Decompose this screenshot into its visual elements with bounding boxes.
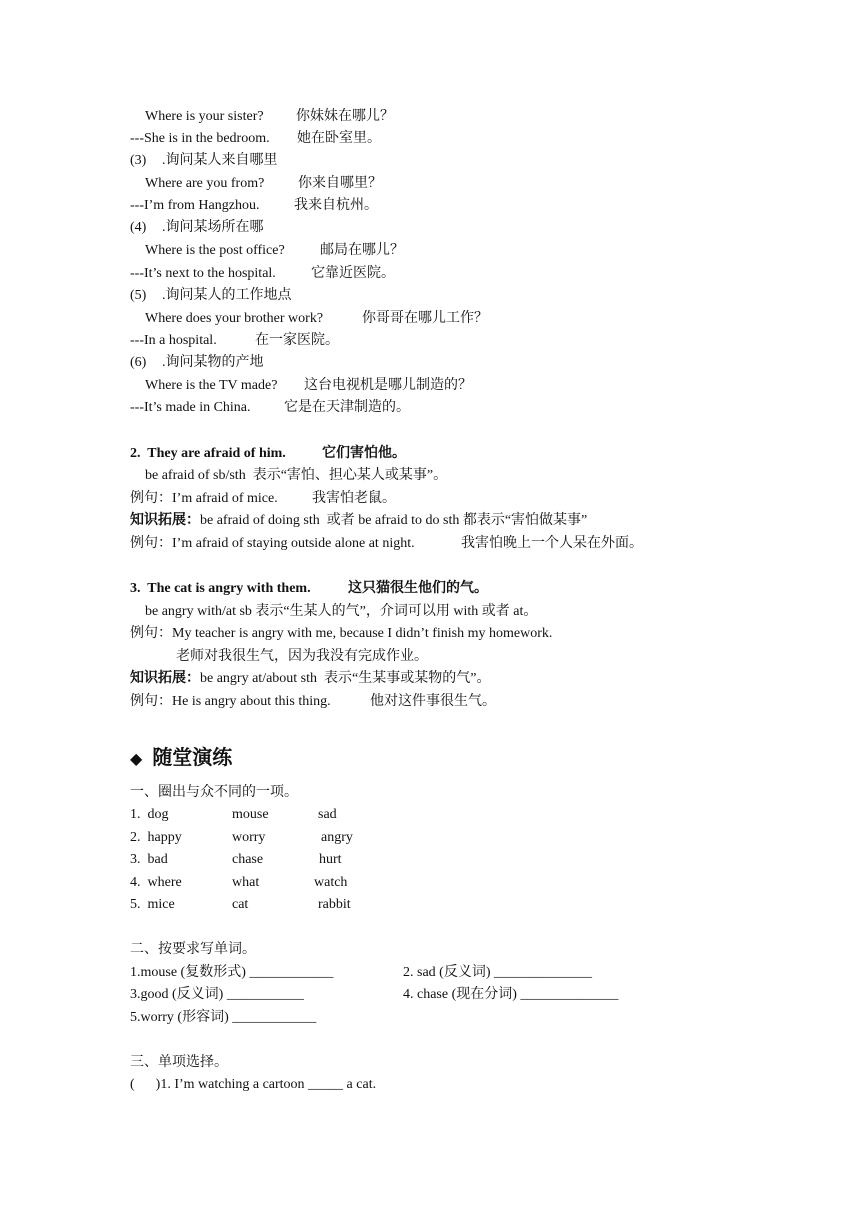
point3-title: 3. The cat is angry with them. 这只猫很生他们的气。 xyxy=(130,581,488,596)
qa-question: Where is your sister? 你妹妹在哪儿？ xyxy=(145,109,394,124)
list-item: ( )1. I’m watching a cartoon _____ a cat. xyxy=(130,1077,377,1092)
list-item: 1.mouse (复数形式) ____________ 2. sad (反义词) ______________ xyxy=(130,965,592,980)
qa-answer: ---In a hospital. 在一家医院。 xyxy=(130,333,339,348)
point3-extension: 知识拓展：be angry at/about sth 表示“生某事或某物的气”。 xyxy=(130,671,491,686)
part3-title: 三、单项选择。 xyxy=(130,1055,228,1070)
qa-question: Where are you from? 你来自哪里？ xyxy=(145,176,382,191)
qa-subtitle: (4) .询问某场所在哪 xyxy=(130,220,264,235)
part1-title: 一、圈出与众不同的一项。 xyxy=(130,785,298,800)
point3-example-translation: 老师对我很生气，因为我没有完成作业。 xyxy=(176,649,428,664)
diamond-icon: ◆ xyxy=(130,749,143,768)
qa-question: Where is the post office? 邮局在哪儿？ xyxy=(145,243,404,258)
qa-question: Where does your brother work? 你哥哥在哪儿工作？ xyxy=(145,311,488,326)
point2-example2: 例句：I’m afraid of staying outside alone at night. 我害怕晚上一个人呆在外面。 xyxy=(130,536,643,551)
list-item: 5. mice cat rabbit xyxy=(130,897,351,912)
list-item: 4. where what watch xyxy=(130,875,348,890)
list-item: 1. dog mouse sad xyxy=(130,807,337,822)
qa-subtitle: (6) .询问某物的产地 xyxy=(130,355,264,370)
point3-example: 例句：My teacher is angry with me, because I didn’t finish my homework. xyxy=(130,626,553,641)
part2-title: 二、按要求写单词。 xyxy=(130,942,256,957)
qa-answer: ---It’s next to the hospital. 它靠近医院。 xyxy=(130,266,395,281)
point2-extension: 知识拓展：be afraid of doing sth 或者 be afraid to do sth 都表示“害怕做某事” xyxy=(130,513,588,528)
qa-answer: ---I’m from Hangzhou. 我来自杭州。 xyxy=(130,198,378,213)
list-item: 3. bad chase hurt xyxy=(130,852,342,867)
qa-question: Where is the TV made? 这台电视机是哪儿制造的？ xyxy=(145,378,472,393)
point2-title: 2. They are afraid of him. 它们害怕他。 xyxy=(130,446,406,461)
qa-answer: ---It’s made in China. 它是在天津制造的。 xyxy=(130,400,410,415)
qa-subtitle: (3) .询问某人来自哪里 xyxy=(130,153,278,168)
point3-usage: be angry with/at sb 表示“生某人的气”，介词可以用 with 或者 at。 xyxy=(145,604,538,619)
qa-answer: ---She is in the bedroom. 她在卧室里。 xyxy=(130,131,381,146)
point2-example: 例句：I’m afraid of mice. 我害怕老鼠。 xyxy=(130,491,396,506)
point2-usage: be afraid of sb/sth 表示“害怕、担心某人或某事”。 xyxy=(145,468,448,483)
list-item: 5.worry (形容词) ____________ xyxy=(130,1010,317,1025)
point3-example2: 例句：He is angry about this thing. 他对这件事很生气。 xyxy=(130,694,496,709)
list-item: 3.good (反义词) ___________ 4. chase (现在分词) ______________ xyxy=(130,987,619,1002)
list-item: 2. happy worry angry xyxy=(130,830,353,845)
qa-subtitle: (5) .询问某人的工作地点 xyxy=(130,288,292,303)
practice-heading: ◆ 随堂演练 xyxy=(130,745,233,769)
